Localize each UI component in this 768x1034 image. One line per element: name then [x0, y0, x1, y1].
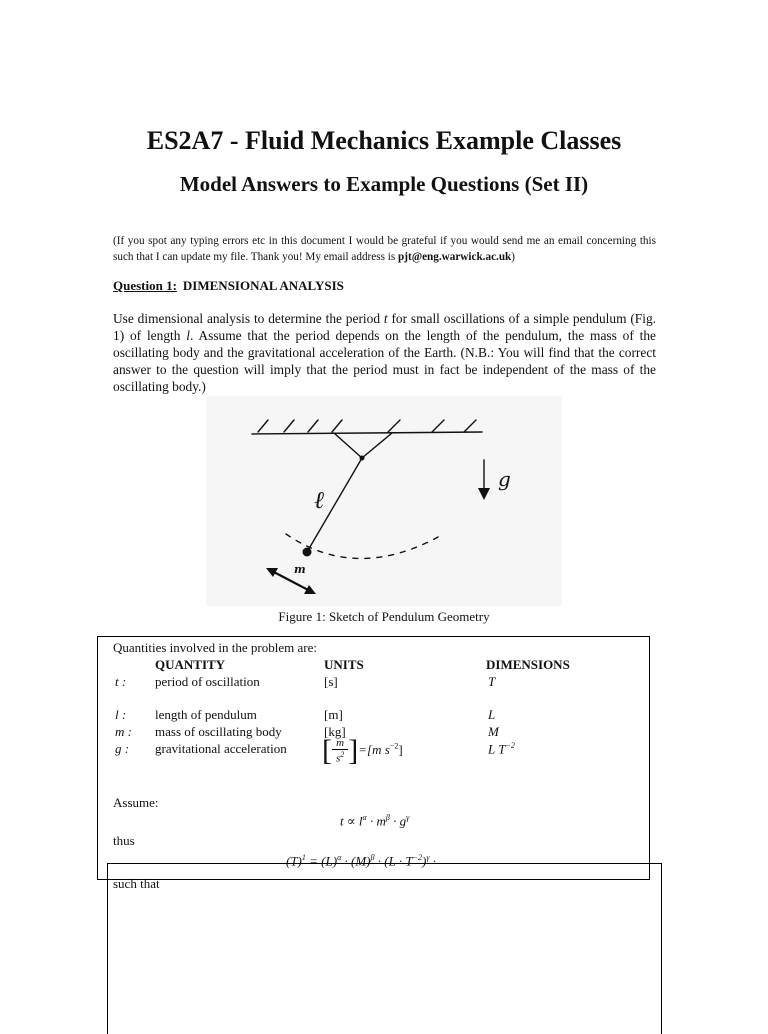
- row-dim-g-exp: −2: [505, 741, 515, 750]
- eq2-part: ): [421, 853, 427, 869]
- row-dim-g-base: L T: [488, 741, 506, 757]
- row-quantity-m: mass of oscillating body: [155, 724, 282, 739]
- eq1-exp-alpha: α: [362, 813, 367, 822]
- eq2-exp: α: [337, 853, 342, 862]
- eq2-exp: −2: [412, 853, 422, 862]
- question-symbol-t: t: [383, 311, 388, 326]
- row-quantity-g: gravitational acceleration: [155, 741, 287, 756]
- eq1-exp-beta: β: [385, 813, 390, 822]
- assume-label: Assume:: [113, 795, 159, 810]
- document-title: ES2A7 - Fluid Mechanics Example Classes: [146, 126, 622, 155]
- g-units-rhs: =[m s: [358, 741, 390, 757]
- g-units-den-exp: 2: [340, 750, 345, 759]
- note-email: pjt@eng.warwick.ac.uk: [398, 251, 512, 263]
- g-units-denominator: s: [336, 752, 341, 765]
- row-symbol-g: g :: [115, 741, 130, 756]
- row-quantity-l: length of pendulum: [155, 707, 257, 722]
- g-units-numerator: m: [332, 737, 348, 750]
- g-units-rhs-end: ]: [398, 741, 403, 757]
- question-body: [113, 310, 656, 395]
- question-body-part2: for small oscillations of a simple pendulum (Fig. 1) of length: [113, 311, 657, 343]
- row-symbol-t: t :: [115, 674, 127, 689]
- thus-label: thus: [113, 833, 135, 848]
- pivot-point: [360, 456, 365, 461]
- row-units-g: [ $\frac{m}{s^2}$ ]=[m $s^{-2}$]: [322, 733, 403, 767]
- hatch-mark: [432, 420, 444, 432]
- note-end: ): [511, 251, 516, 263]
- ceiling-line: [252, 432, 482, 434]
- eq2-part: · (L · T: [374, 853, 413, 869]
- hatch-mark: [258, 420, 268, 432]
- hatch-mark: [388, 420, 400, 432]
- header-dimensions: DIMENSIONS: [486, 657, 570, 672]
- row-units-l: [m]: [324, 707, 343, 722]
- question-label: Question 1:: [113, 278, 177, 293]
- eq1-part: t ∝ l: [340, 813, 363, 829]
- pendulum-bob: [303, 548, 312, 557]
- row-dim-l: L: [488, 707, 496, 722]
- header-units: UNITS: [324, 657, 364, 672]
- g-units-rhs-exp: −2: [389, 741, 399, 751]
- eq2-part: · (M): [341, 853, 371, 869]
- row-units-m: [kg]: [324, 724, 346, 739]
- document-subtitle: Model Answers to Example Questions (Set II): [179, 172, 589, 196]
- eq1-part: · m: [366, 813, 386, 829]
- row-quantity-t: period of oscillation: [155, 674, 260, 689]
- eq2-exp: γ: [426, 853, 430, 862]
- row-symbol-m: m :: [115, 724, 132, 739]
- question-symbol-l: l: [186, 328, 190, 343]
- eq2-exp: 1: [301, 853, 306, 862]
- note-text: (If you spot any typing errors etc in this document I would be grateful if you would send me an email concerning this such that I can update my file. Thank you! My email address is: [113, 235, 656, 263]
- hatch-mark: [332, 420, 342, 432]
- header-quantity: QUANTITY: [155, 657, 226, 672]
- hatch-mark: [284, 420, 294, 432]
- label-g: g: [498, 467, 511, 491]
- support-strut-left: [334, 433, 362, 458]
- row-symbol-l: l :: [115, 707, 127, 722]
- row-dim-t: T: [488, 674, 496, 689]
- pendulum-figure: [206, 396, 562, 606]
- hatch-mark: [464, 420, 476, 432]
- eq1-part: · g: [389, 813, 407, 829]
- box-intro: Quantities involved in the problem are:: [113, 640, 317, 655]
- row-dim-g: [488, 741, 515, 757]
- gravity-arrow-head: [478, 488, 490, 500]
- eq1-exp-gamma: γ: [406, 813, 410, 822]
- row-dim-m: M: [488, 724, 499, 739]
- eq2-part: ·: [429, 853, 436, 869]
- eq2-part: (T): [286, 853, 302, 869]
- errata-note: [113, 233, 656, 265]
- figure-caption: Figure 1: Sketch of Pendulum Geometry: [278, 609, 490, 624]
- label-l: ℓ: [314, 486, 324, 514]
- label-m: m: [294, 563, 306, 576]
- support-strut-right: [362, 433, 392, 458]
- such-that-label: such that: [113, 876, 160, 891]
- hatch-mark: [308, 420, 318, 432]
- question-body-part1: Use dimensional analysis to determine the period: [113, 311, 384, 326]
- proportionality-equation: [340, 813, 409, 829]
- motion-arrow-shaft: [270, 570, 312, 592]
- answer-box-continued: [107, 863, 662, 1034]
- dimension-equation: [286, 853, 436, 869]
- question-body-part3: . Assume that the period depends on the length of the pendulum, the mass of the oscillating body and the gravitational acceleration of the Earth. (N.B.: You will find that the correct answer to the question will imply that the period must in fact be independent of the mass of the oscillating body.): [113, 328, 656, 394]
- question-heading: [113, 278, 344, 294]
- eq2-exp: β: [370, 853, 375, 862]
- eq2-part: = (L): [305, 853, 338, 869]
- question-topic: DIMENSIONAL ANALYSIS: [182, 278, 344, 293]
- row-units-t: [s]: [324, 674, 338, 689]
